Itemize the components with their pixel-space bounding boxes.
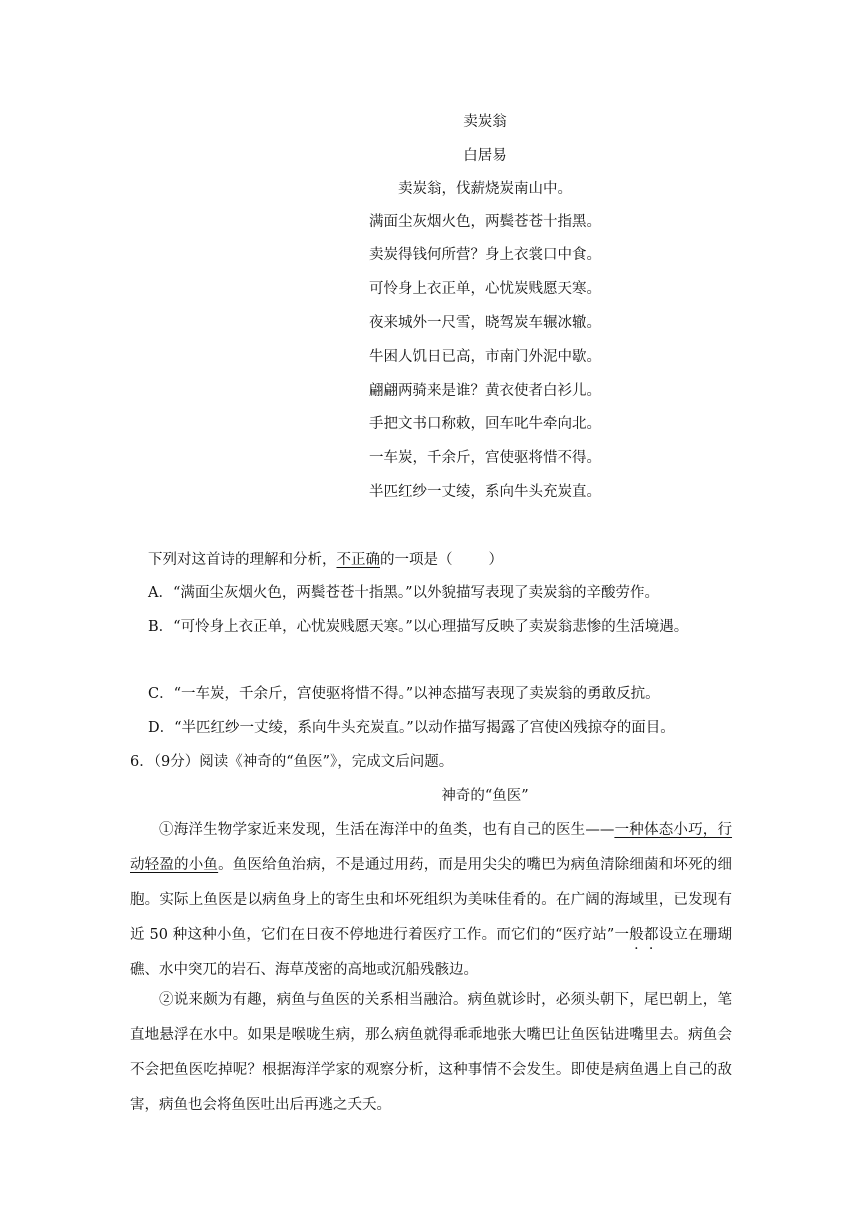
option-c: C．“一车炭，千余斤，宫使驱将惜不得。”以神态描写表现了卖炭翁的勇敢反抗。 xyxy=(148,686,660,702)
article-title: 神奇的“鱼医” xyxy=(441,788,529,804)
poem-line: 卖炭翁，伐薪烧炭南山中。 xyxy=(398,181,572,197)
poem-line: 半匹红纱一丈绫，系向牛头充炭直。 xyxy=(369,484,601,500)
stem-text: 下列对这首诗的理解和分析， xyxy=(148,552,337,568)
poem-line: 满面尘灰烟火色，两鬓苍苍十指黑。 xyxy=(369,214,601,230)
poem-line: 卖炭得钱何所营？身上衣裳口中食。 xyxy=(369,247,601,263)
poem-title: 卖炭翁 xyxy=(463,114,507,130)
poem-line: 夜来城外一尺雪，晓驾炭车辗冰辙。 xyxy=(369,315,601,331)
dotted-character: 一 xyxy=(614,927,630,943)
poem-line: 手把文书口称敕，回车叱牛牵向北。 xyxy=(369,416,601,432)
poem-author: 白居易 xyxy=(463,148,507,164)
poem-line: 可怜身上衣正单，心忧炭贱愿天寒。 xyxy=(369,281,601,297)
paragraph-text: 。鱼医给鱼治病，不是通过用药，而是用尖尖的嘴巴为病鱼清除细菌和坏死的细胞。实际上鱼医是以病鱼身上的寄生虫和坏死组织为美味佳肴的。在广阔的海域里，已发现有近 50 种这种小鱼，它们在日夜不停地进行着医疗工作。而它们的“医疗站” xyxy=(130,857,732,943)
article-paragraph-2: ②说来颇为有趣，病鱼与鱼医的关系相当融洽。病鱼就诊时，必须头朝下，尾巴朝上，笔直地悬浮在水中。如果是喉咙生病，那么病鱼就得乖乖地张大嘴巴让鱼医钻进嘴里去。病鱼会不会把鱼医吃掉呢？根据海洋学家的观察分析，这种事情不会发生。即使是病鱼遇上自己的敌害，病鱼也会将鱼医吐出后再逃之夭夭。 xyxy=(130,992,732,1113)
stem-text: ） xyxy=(488,552,503,568)
option-b: B．“可怜身上衣正单，心忧炭贱愿天寒。”以心理描写反映了卖炭翁悲惨的生活境遇。 xyxy=(148,619,689,635)
option-d: D．“半匹红纱一丈绫，系向牛头充炭直。”以动作描写揭露了宫使凶残掠夺的面目。 xyxy=(148,720,675,736)
poem-line: 牛困人饥日已高，市南门外泥中歇。 xyxy=(369,349,601,365)
article-paragraph-1 xyxy=(130,813,732,988)
underlined-phrase: 一种体态小巧，行动轻盈的小鱼 xyxy=(130,822,733,873)
question-6-header: 6．（9分）阅读《神奇的“鱼医”》，完成文后问题。 xyxy=(130,754,454,770)
dotted-character: 般 xyxy=(629,927,644,943)
poem-line: 翩翩两骑来是谁？黄衣使者白衫儿。 xyxy=(369,383,601,399)
stem-emphasis: 不正确 xyxy=(336,552,380,568)
stem-text: 的一项是（ xyxy=(380,552,453,568)
question-stem xyxy=(148,553,503,568)
paragraph-text: 都设立在珊瑚礁、水中突兀的岩石、海草茂密的高地或沉船残骸边。 xyxy=(130,927,733,978)
paragraph-text: ①海洋生物学家近来发现，生活在海洋中的鱼类，也有自己的医生—— xyxy=(159,822,615,838)
option-a: A．“满面尘灰烟火色，两鬓苍苍十指黑。”以外貌描写表现了卖炭翁的辛酸劳作。 xyxy=(148,585,660,601)
poem-line: 一车炭，千余斤，宫使驱将惜不得。 xyxy=(369,450,601,466)
